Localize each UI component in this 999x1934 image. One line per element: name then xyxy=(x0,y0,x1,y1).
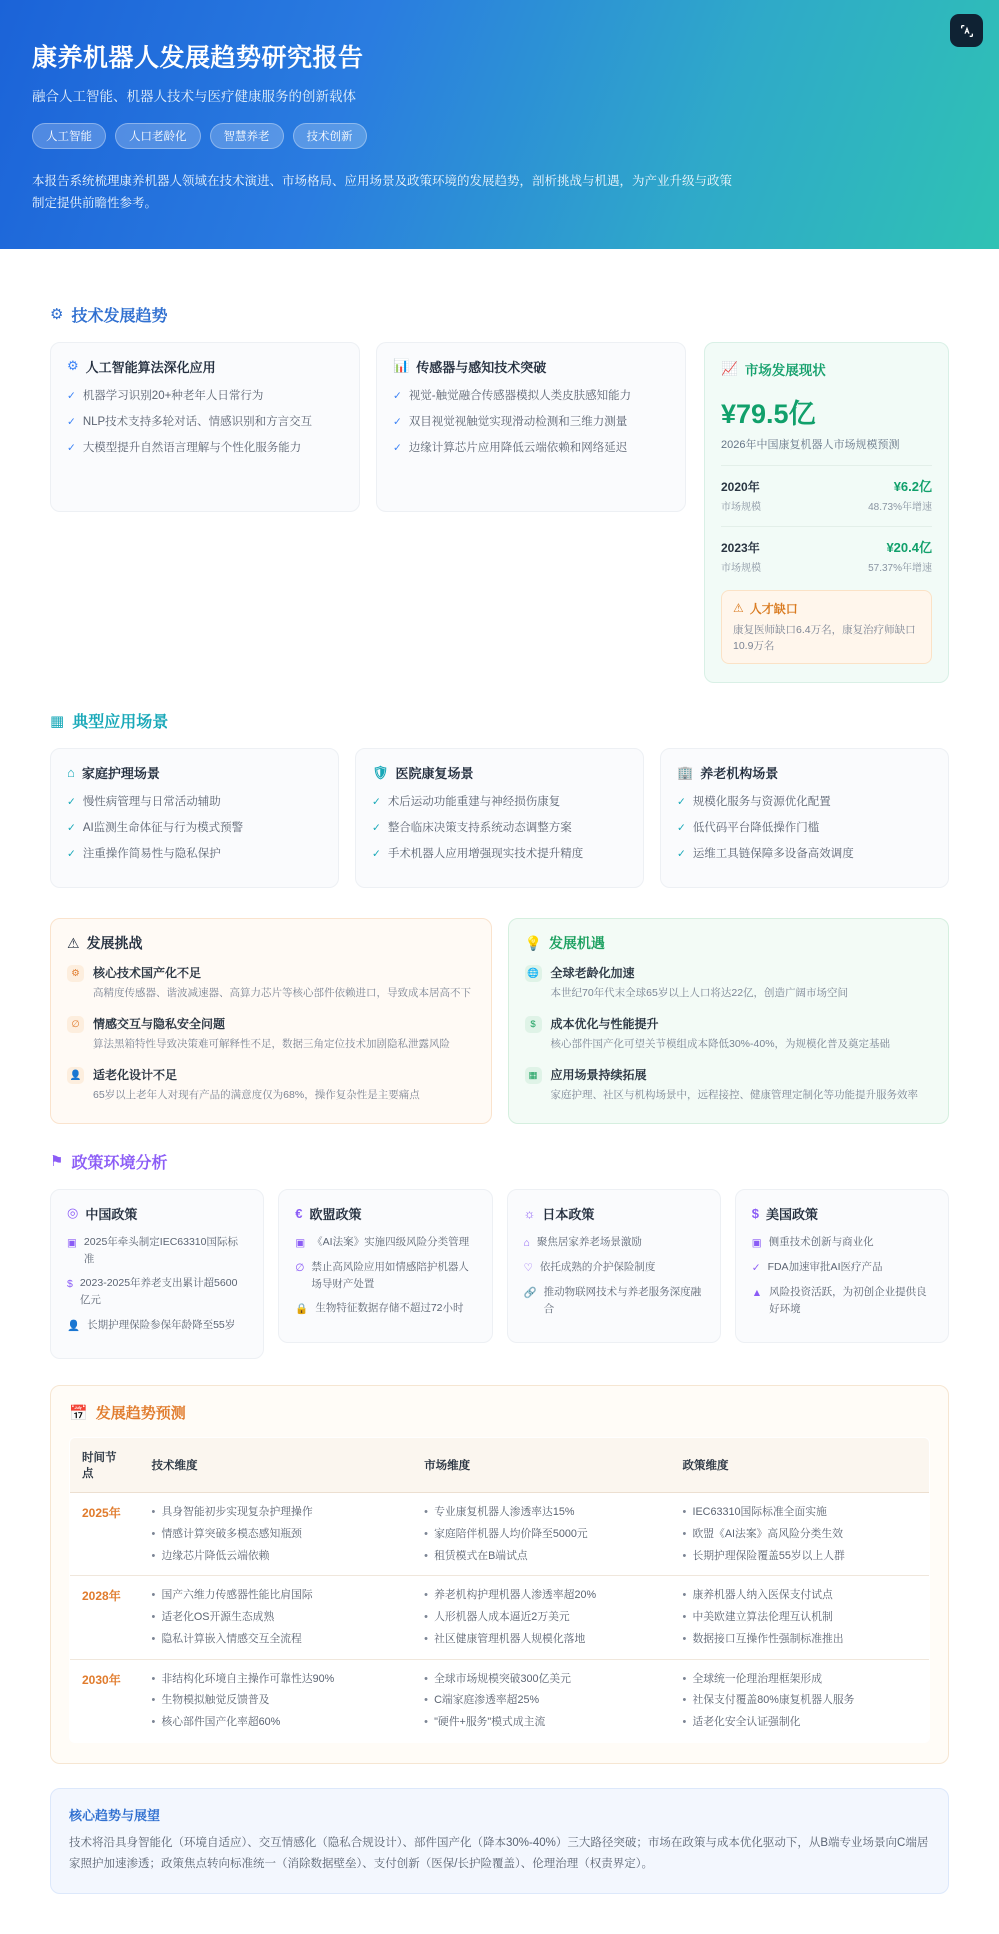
cell-item: • 全球市场规模突破300亿美元 xyxy=(424,1671,658,1688)
list-item: ✓ 手术机器人应用增强现实技术提升精度 xyxy=(372,845,627,864)
tech-card-header xyxy=(67,357,343,376)
check-icon: ✓ xyxy=(67,415,76,428)
summary-panel xyxy=(50,1788,949,1895)
cell-item: • 养老机构护理机器人渗透率超20% xyxy=(424,1587,658,1604)
market-label: 市场规模 xyxy=(721,562,761,574)
list-item: ✓ 运维工具链保障多设备高效调度 xyxy=(677,845,932,864)
cell-item: • 非结构化环境自主操作可靠性达90% xyxy=(152,1671,401,1688)
market-value: ¥20.4亿 xyxy=(886,539,932,555)
lock-icon: 🔒 xyxy=(295,1303,309,1316)
policy-card-header xyxy=(67,1204,247,1223)
section-label: 技术发展趋势 xyxy=(71,307,168,325)
list-item: ✓ NLP技术支持多轮对话、情感识别和方言交互 xyxy=(67,413,343,432)
opportunities-title: 发展机遇 xyxy=(548,935,605,952)
table-row xyxy=(70,1576,930,1659)
forecast-panel xyxy=(50,1385,949,1764)
opportunity-desc: 本世纪70年代末全球65岁以上人口将达22亿，创造广阔市场空间 xyxy=(550,987,849,1000)
scenario-card-header xyxy=(67,763,322,782)
scenario-card-header xyxy=(677,763,932,782)
flag-icon: ⚑ xyxy=(50,1153,64,1171)
link-icon: 🔗 xyxy=(523,1287,537,1300)
opportunity-desc: 核心部件国产化可望关节模组成本降低30%-40%，为规模化普及奠定基础 xyxy=(550,1037,891,1050)
challenges-panel xyxy=(50,918,492,1123)
talent-gap-title: 人才缺口 xyxy=(749,601,798,616)
tag-item[interactable]: 智慧养老 xyxy=(210,123,284,149)
talent-gap-text: 康复医师缺口6.4万名，康复治疗师缺口10.9万名 xyxy=(733,623,916,652)
calendar-icon: 📅 xyxy=(69,1404,88,1422)
building-icon: 🏢 xyxy=(677,764,694,780)
check-icon: ✓ xyxy=(67,389,76,402)
opportunity-title: 应用场景持续拓展 xyxy=(550,1067,647,1082)
challenge-item xyxy=(67,1015,475,1053)
market-headline-value: ¥79.5亿 xyxy=(721,398,816,429)
list-item: ✓ 大模型提升自然语言理解与个性化服务能力 xyxy=(67,439,343,458)
check-icon: ✓ xyxy=(393,415,402,428)
market-headline-label: 2026年中国康复机器人市场规模预测 xyxy=(721,438,900,451)
location-icon: ◎ xyxy=(67,1205,79,1221)
row-tech xyxy=(140,1576,413,1659)
cell-item: • 具身智能初步实现复杂护理操作 xyxy=(152,1504,401,1521)
row-market xyxy=(412,1576,670,1659)
list-item: ✓ 慢性病管理与日常活动辅助 xyxy=(67,793,322,812)
tech-card xyxy=(376,342,686,512)
doc-icon: ▣ xyxy=(295,1236,306,1249)
cell-item: • 国产六维力传感器性能比肩国际 xyxy=(152,1587,401,1604)
cell-item: • 人形机器人成本逼近2万美元 xyxy=(424,1609,658,1626)
row-market xyxy=(412,1659,670,1742)
policy-card xyxy=(278,1189,492,1343)
policy-card xyxy=(735,1189,949,1343)
opportunity-item xyxy=(525,964,933,1002)
row-policy xyxy=(670,1493,929,1576)
tech-card xyxy=(50,342,360,512)
opportunity-desc: 家庭护理、社区与机构场景中，远程接控、健康管理定制化等功能提升服务效率 xyxy=(550,1088,918,1101)
scenario-card xyxy=(355,748,644,888)
check-icon: ✓ xyxy=(67,441,76,454)
tag-list xyxy=(32,123,967,149)
policy-title: 美国政策 xyxy=(765,1206,818,1222)
check-circle-icon: ✓ xyxy=(372,822,381,835)
cell-item: • 全球统一伦理治理框架形成 xyxy=(682,1671,917,1688)
shield-icon: 🛡 xyxy=(372,764,389,780)
grid-icon: ▦ xyxy=(50,712,65,730)
row-tech xyxy=(140,1493,413,1576)
cell-item: • "硬件+服务"模式成主流 xyxy=(424,1714,658,1731)
tech-card-title: 传感器与感知技术突破 xyxy=(416,359,547,375)
cell-item: • 租赁模式在B端试点 xyxy=(424,1548,658,1565)
cell-item: • 数据接口互操作性强制标准推出 xyxy=(682,1631,917,1648)
apps-icon: ▦ xyxy=(525,1067,542,1084)
warning-icon: ⚠ xyxy=(67,934,80,951)
row-tech xyxy=(140,1659,413,1742)
cell-item: • 欧盟《AI法案》高风险分类生效 xyxy=(682,1526,917,1543)
forecast-header xyxy=(69,1402,930,1423)
challenges-header xyxy=(67,933,475,953)
list-item: ✓ 边缘计算芯片应用降低云端依赖和网络延迟 xyxy=(393,439,669,458)
list-item: ✓ AI监测生命体征与行为模式预警 xyxy=(67,819,322,838)
chip-icon: ⚙ xyxy=(67,965,84,982)
challenge-desc: 高精度传感器、谐波减速器、高算力芯片等核心部件依赖进口，导致成本居高不下 xyxy=(93,987,471,1000)
list-item: 🔗 推动物联网技术与养老服务深度融合 xyxy=(524,1284,704,1319)
cell-item: • 康养机器人纳入医保支付试点 xyxy=(682,1587,917,1604)
list-item: ▣ 2025年牵头制定IEC63310国际标准 xyxy=(67,1234,247,1269)
cell-item: • C端家庭渗透率超25% xyxy=(424,1692,658,1709)
challenge-title: 适老化设计不足 xyxy=(93,1067,178,1082)
row-policy xyxy=(670,1576,929,1659)
market-growth: 57.37%年增速 xyxy=(868,562,932,574)
market-value: ¥6.2亿 xyxy=(893,478,932,494)
list-item: ✓ 术后运动功能重建与神经损伤康复 xyxy=(372,793,627,812)
list-item: ✓ 机器学习识别20+种老年人日常行为 xyxy=(67,387,343,406)
summary-text: 技术将沿具身智能化（环境自适应）、交互情感化（隐私合规设计）、部件国产化（降本30%-40%）三大路径突破；市场在政策与成本优化驱动下，从B端专业场景向C端居家照护加速渗透；政策焦点转向标准统一（消除数据壁垒）、支付创新（医保/长护险覆盖）、伦理治理（权责界定）。 xyxy=(69,1836,929,1870)
cell-item: • 隐私计算嵌入情感交互全流程 xyxy=(152,1631,401,1648)
check-circle-icon: ✓ xyxy=(677,822,686,835)
cell-item: • 边缘芯片降低云端依赖 xyxy=(152,1548,401,1565)
bulb-icon: 💡 xyxy=(524,934,542,951)
scenario-title: 养老机构场景 xyxy=(700,766,779,782)
check-circle-icon: ✓ xyxy=(677,848,686,861)
list-item: ✓ 双目视觉视触觉实现滑动检测和三维力测量 xyxy=(393,413,669,432)
row-year: 2025年 xyxy=(70,1493,140,1576)
list-item: ✓ 低代码平台降低操作门槛 xyxy=(677,819,932,838)
tag-item[interactable]: 技术创新 xyxy=(293,123,367,149)
cell-item: • 生物模拟触觉反馈普及 xyxy=(152,1692,401,1709)
scenario-card xyxy=(50,748,339,888)
scenario-title: 家庭护理场景 xyxy=(81,766,160,782)
check-circle-icon: ✓ xyxy=(372,848,381,861)
check-circle-icon: ✓ xyxy=(67,822,76,835)
talent-gap-header xyxy=(733,600,920,617)
person-icon: 👤 xyxy=(67,1319,81,1332)
challenge-desc: 65岁以上老年人对现有产品的满意度仅为68%，操作复杂性是主要痛点 xyxy=(93,1088,420,1101)
trend-up-icon: 📈 xyxy=(721,360,738,376)
row-year: 2028年 xyxy=(70,1576,140,1659)
opportunities-panel xyxy=(508,918,950,1123)
list-item: ▣ 《AI法案》实施四级风险分类管理 xyxy=(295,1234,475,1252)
summary-title: 核心趋势与展望 xyxy=(69,1807,161,1823)
policy-title: 中国政策 xyxy=(85,1206,138,1222)
dollar-icon: $ xyxy=(525,1016,542,1033)
care-icon: ♡ xyxy=(523,1261,533,1274)
home-icon: ⌂ xyxy=(67,765,75,781)
cell-item: • 情感计算突破多模态感知瓶颈 xyxy=(152,1526,401,1543)
column-header: 时间节点 xyxy=(70,1438,140,1493)
opportunity-title: 全球老龄化加速 xyxy=(550,966,635,981)
doc-icon: ▣ xyxy=(67,1236,77,1249)
scenario-title: 医院康复场景 xyxy=(395,766,474,782)
policy-card-header xyxy=(524,1204,704,1223)
market-title: 市场发展现状 xyxy=(744,362,826,378)
check-icon: ✓ xyxy=(393,389,402,402)
table-header-row xyxy=(70,1438,930,1493)
opportunity-title: 成本优化与性能提升 xyxy=(550,1016,659,1031)
list-item: ♡ 依托成熟的介护保险制度 xyxy=(524,1259,704,1277)
list-item: $ 2023-2025年养老支出累计超5600亿元 xyxy=(67,1275,247,1310)
section-title-scenarios xyxy=(50,709,949,732)
user-icon: 👤 xyxy=(67,1067,84,1084)
home-icon: ⌂ xyxy=(523,1236,530,1249)
policy-title: 欧盟政策 xyxy=(309,1206,362,1222)
cell-item: • 专业康复机器人渗透率达15% xyxy=(424,1504,658,1521)
policy-card-header xyxy=(752,1204,932,1223)
forecast-table xyxy=(69,1437,930,1743)
column-header: 政策维度 xyxy=(670,1438,929,1493)
cell-item: • 家庭陪伴机器人均价降至5000元 xyxy=(424,1526,658,1543)
market-panel xyxy=(704,342,949,684)
column-header: 技术维度 xyxy=(140,1438,413,1493)
sun-icon: ☼ xyxy=(523,1205,536,1221)
challenge-title: 情感交互与隐私安全问题 xyxy=(93,1016,226,1031)
list-item: ✓ 注重操作简易性与隐私保护 xyxy=(67,845,322,864)
challenge-title: 核心技术国产化不足 xyxy=(93,966,202,981)
assistant-icon[interactable] xyxy=(950,14,983,47)
list-item: ▣ 侧重技术创新与商业化 xyxy=(752,1234,932,1252)
tag-item[interactable]: 人口老龄化 xyxy=(115,123,201,149)
forecast-title: 发展趋势预测 xyxy=(95,1405,186,1423)
talent-gap-box xyxy=(721,590,932,665)
section-title-tech xyxy=(50,303,949,326)
cell-item: • 社区健康管理机器人规模化落地 xyxy=(424,1631,658,1648)
ai-icon: ⚙ xyxy=(67,358,79,374)
cell-item: • IEC63310国际标准全面实施 xyxy=(682,1504,917,1521)
invest-icon: ▲ xyxy=(751,1287,763,1300)
challenge-item xyxy=(67,1066,475,1104)
scenario-card-header xyxy=(372,763,627,782)
globe-icon: 🌐 xyxy=(525,965,542,982)
market-row xyxy=(721,526,932,574)
euro-icon: € xyxy=(295,1205,303,1221)
list-item: ✓ 规模化服务与资源优化配置 xyxy=(677,793,932,812)
gear-icon: ⚙ xyxy=(50,306,64,324)
alert-icon: ⚠ xyxy=(733,601,744,616)
opportunities-header xyxy=(525,933,933,953)
column-header: 市场维度 xyxy=(412,1438,670,1493)
market-row xyxy=(721,465,932,513)
challenge-item xyxy=(67,964,475,1002)
opportunity-item xyxy=(525,1066,933,1104)
list-item: ✓ FDA加速审批AI医疗产品 xyxy=(752,1259,932,1277)
page-subtitle: 融合人工智能、机器人技术与医疗健康服务的创新载体 xyxy=(32,89,356,104)
policy-card xyxy=(50,1189,264,1360)
market-year: 2023年 xyxy=(721,540,760,555)
table-row xyxy=(70,1493,930,1576)
list-item: ⌂ 聚焦居家养老场景激励 xyxy=(524,1234,704,1252)
section-label: 典型应用场景 xyxy=(72,714,169,732)
page-title: 康养机器人发展趋势研究报告 xyxy=(32,44,364,72)
check-icon: ✓ xyxy=(393,441,402,454)
list-item: ✓ 视觉-触觉融合传感器模拟人类皮肤感知能力 xyxy=(393,387,669,406)
check-circle-icon: ✓ xyxy=(677,796,686,809)
block-icon: ∅ xyxy=(67,1016,84,1033)
cell-item: • 核心部件国产化率超60% xyxy=(152,1714,401,1731)
cell-item: • 适老化OS开源生态成熟 xyxy=(152,1609,401,1626)
check-circle-icon: ✓ xyxy=(372,796,381,809)
market-label: 市场规模 xyxy=(721,501,761,513)
money-icon: $ xyxy=(67,1278,73,1291)
scenario-card xyxy=(660,748,949,888)
chart-icon: 📊 xyxy=(393,358,410,374)
header-description: 本报告系统梳理康养机器人领域在技术演进、市场格局、应用场景及政策环境的发展趋势，剖析挑战与机遇，为产业升级与政策制定提供前瞻性参考。 xyxy=(32,174,733,210)
tech-card-header xyxy=(393,357,669,376)
section-label: 政策环境分析 xyxy=(71,1154,168,1172)
list-item: ▲ 风险投资活跃，为初创企业提供良好环境 xyxy=(752,1284,932,1319)
cell-item: • 长期护理保险覆盖55岁以上人群 xyxy=(682,1548,917,1565)
cell-item: • 适老化安全认证强制化 xyxy=(682,1714,917,1731)
dollar-icon: $ xyxy=(751,1205,759,1221)
challenges-title: 发展挑战 xyxy=(86,935,143,952)
policy-card-header xyxy=(295,1204,475,1223)
challenge-desc: 算法黑箱特性导致决策难可解释性不足，数据三角定位技术加剧隐私泄露风险 xyxy=(93,1037,450,1050)
market-growth: 48.73%年增速 xyxy=(868,501,932,513)
market-header xyxy=(721,359,932,379)
policy-card xyxy=(507,1189,721,1343)
row-policy xyxy=(670,1659,929,1742)
list-item: ∅ 禁止高风险应用如情感陪护机器人场导财产处置 xyxy=(295,1259,475,1294)
page-header xyxy=(0,0,999,249)
row-market xyxy=(412,1493,670,1576)
cell-item: • 社保支付覆盖80%康复机器人服务 xyxy=(682,1692,917,1709)
opportunity-item xyxy=(525,1015,933,1053)
list-item: ✓ 整合临床决策支持系统动态调整方案 xyxy=(372,819,627,838)
check-circle-icon: ✓ xyxy=(67,848,76,861)
section-title-policy xyxy=(50,1150,949,1173)
list-item: 🔒 生物特征数据存储不超过72小时 xyxy=(295,1300,475,1318)
tech-card-title: 人工智能算法深化应用 xyxy=(85,359,216,375)
doc-icon: ▣ xyxy=(751,1236,762,1249)
check-icon: ✓ xyxy=(751,1261,761,1274)
market-year: 2020年 xyxy=(721,479,760,494)
list-item: 👤 长期护理保险参保年龄降至55岁 xyxy=(67,1317,247,1335)
table-row xyxy=(70,1659,930,1742)
tag-item[interactable]: 人工智能 xyxy=(32,123,106,149)
check-circle-icon: ✓ xyxy=(67,796,76,809)
policy-title: 日本政策 xyxy=(542,1206,595,1222)
cell-item: • 中美欧建立算法伦理互认机制 xyxy=(682,1609,917,1626)
row-year: 2030年 xyxy=(82,1672,121,1687)
ban-icon: ∅ xyxy=(295,1261,305,1274)
